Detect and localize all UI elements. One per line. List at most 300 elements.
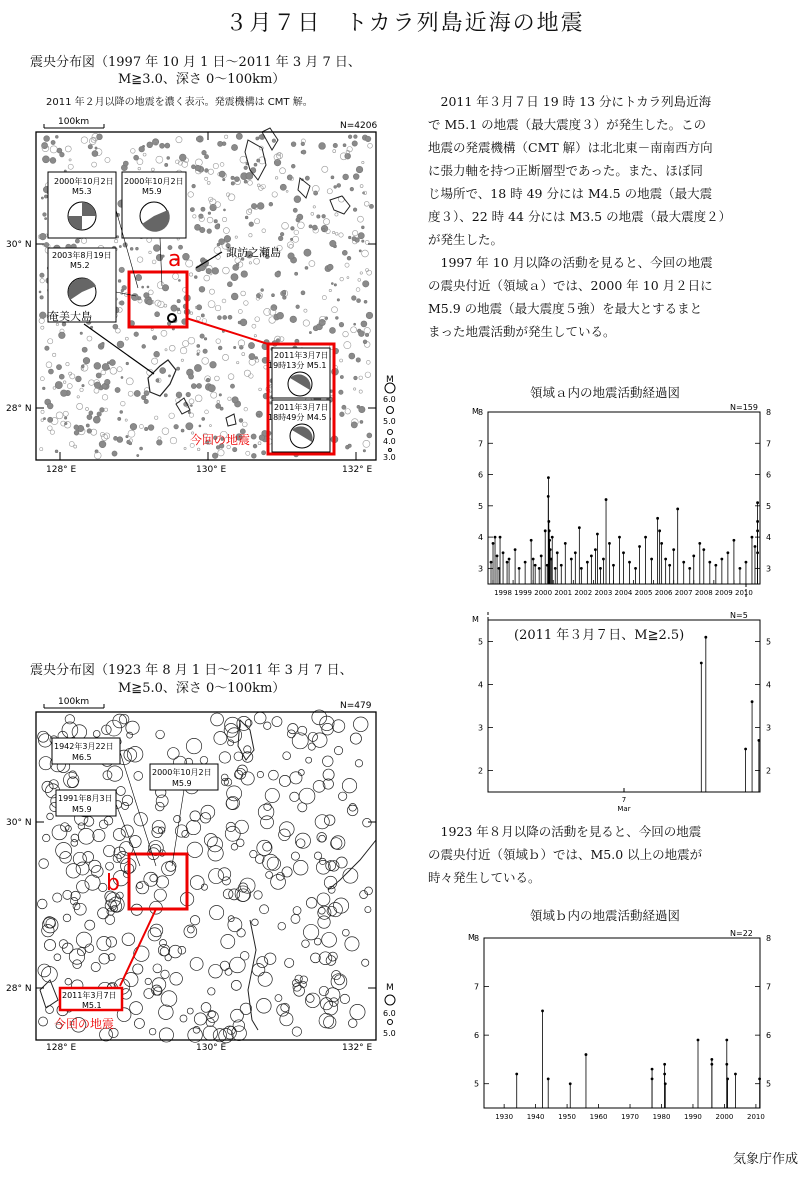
- epicenter-dot: [109, 360, 115, 366]
- epicenter-circle: [47, 813, 54, 820]
- epicenter-circle: [292, 1027, 301, 1036]
- epicenter-dot: [125, 419, 127, 421]
- label-suwanosejima: 諏訪之瀬島: [226, 246, 281, 259]
- event-point: [551, 536, 554, 539]
- epicenter-dot: [244, 370, 250, 376]
- epicenter-dot: [251, 434, 256, 439]
- epicenter-dot: [153, 245, 160, 252]
- epicenter-dot: [181, 429, 184, 432]
- event-point: [549, 548, 552, 551]
- epicenter-circle: [107, 766, 122, 781]
- epicenter-dot: [296, 305, 300, 309]
- epicenter-dot: [239, 418, 243, 422]
- epicenter-dot: [45, 218, 47, 220]
- x-tick-label: 1930: [495, 1113, 514, 1121]
- event-point: [726, 1077, 729, 1080]
- epicenter-circle: [208, 988, 215, 995]
- epicenter-dot: [55, 450, 58, 453]
- epicenter-dot: [227, 282, 232, 287]
- epicenter-circle: [306, 898, 317, 909]
- epicenter-dot: [256, 137, 259, 140]
- epicenter-dot: [189, 399, 194, 404]
- epicenter-circle: [160, 947, 169, 956]
- epicenter-dot: [48, 369, 53, 374]
- epicenter-dot: [230, 384, 234, 388]
- epicenter-circle: [269, 770, 279, 780]
- epicenter-circle: [150, 874, 157, 881]
- epicenter-circle: [250, 850, 257, 857]
- epicenter-circle: [200, 756, 208, 764]
- event-point: [548, 539, 551, 542]
- epicenter-circle: [353, 717, 368, 732]
- epicenter-circle: [328, 952, 337, 961]
- epicenter-dot: [138, 167, 141, 170]
- epicenter-circle: [265, 788, 279, 802]
- epicenter-dot: [347, 277, 349, 279]
- epicenter-dot: [162, 428, 169, 435]
- event-point: [564, 542, 567, 545]
- event-point: [663, 1073, 666, 1076]
- svg-text:2011年3月7日: 2011年3月7日: [274, 403, 329, 412]
- epicenter-dot: [126, 362, 129, 365]
- svg-text:M5.1: M5.1: [82, 1001, 102, 1010]
- y-tick-label: 7: [766, 982, 772, 992]
- y-tick-label: 7: [766, 439, 772, 449]
- epicenter-circle: [69, 949, 84, 964]
- epicenter-dot: [304, 249, 311, 256]
- epicenter-dot: [348, 444, 351, 447]
- epicenter-dot: [148, 290, 153, 295]
- epicenter-dot: [86, 424, 89, 427]
- epicenter-circle: [350, 733, 361, 744]
- epicenter-dot: [207, 181, 210, 184]
- epicenter-dot: [44, 242, 49, 247]
- x-tick-label: 2001: [554, 589, 573, 597]
- epicenter-dot: [272, 192, 277, 197]
- epicenter-dot: [50, 146, 57, 153]
- epicenter-dot: [256, 294, 260, 298]
- epicenter-dot: [254, 335, 256, 337]
- epicenter-dot: [228, 315, 232, 319]
- epicenter-circle: [63, 890, 72, 899]
- epicenter-circle: [312, 733, 327, 748]
- epicenter-dot: [176, 137, 182, 143]
- y-tick-label: 5: [766, 637, 772, 647]
- epicenter-dot: [282, 222, 289, 229]
- event-point: [664, 558, 667, 561]
- event-point: [758, 1077, 761, 1080]
- event-point: [580, 567, 583, 570]
- event-point: [664, 1082, 667, 1085]
- event-point: [547, 1077, 550, 1080]
- count-label: N=22: [730, 929, 753, 938]
- epicenter-dot: [208, 169, 213, 174]
- epicenter-dot: [184, 447, 186, 449]
- epicenter-dot: [269, 202, 273, 206]
- event-point: [720, 558, 723, 561]
- epicenter-circle: [219, 752, 230, 763]
- y-tick-label: 3: [766, 564, 772, 574]
- epicenter-circle: [260, 905, 269, 914]
- epicenter-circle: [190, 957, 203, 970]
- epicenter-dot: [197, 383, 202, 388]
- epicenter-dot: [241, 271, 248, 278]
- epicenter-dot: [236, 361, 238, 363]
- epicenter-circle: [288, 724, 298, 734]
- epicenter-circle: [130, 1002, 143, 1015]
- epicenter-dot: [155, 312, 160, 317]
- svg-text:M5.9: M5.9: [142, 187, 162, 196]
- epicenter-dot: [39, 318, 44, 323]
- epicenter-dot: [364, 300, 367, 303]
- svg-text:2000年10月2日: 2000年10月2日: [152, 768, 212, 777]
- epicenter-dot: [97, 412, 101, 416]
- x-tick-label: 1940: [526, 1113, 545, 1121]
- epicenter-dot: [167, 157, 170, 160]
- epicenter-dot: [188, 337, 195, 344]
- epicenter-circle: [236, 839, 244, 847]
- svg-text:5.0: 5.0: [383, 1029, 396, 1038]
- epicenter-dot: [75, 376, 81, 382]
- epicenter-dot: [359, 250, 361, 252]
- map2-lat30: 30° N: [6, 818, 32, 828]
- epicenter-dot: [134, 332, 139, 337]
- epicenter-circle: [186, 820, 200, 834]
- epicenter-dot: [65, 146, 71, 152]
- epicenter-dot: [50, 430, 54, 434]
- event-point: [492, 542, 495, 545]
- epicenter-dot: [309, 225, 312, 228]
- epicenter-circle: [209, 964, 223, 978]
- epicenter-dot: [95, 147, 97, 149]
- event-point: [682, 561, 685, 564]
- epicenter-dot: [223, 315, 227, 319]
- event-point: [656, 517, 659, 520]
- event-point: [578, 526, 581, 529]
- event-point: [708, 561, 711, 564]
- epicenter-dot: [305, 176, 309, 180]
- epicenter-circle: [229, 889, 240, 900]
- epicenter-circle: [156, 795, 168, 807]
- y-tick-label: 2: [766, 766, 772, 776]
- footer-credit: 気象庁作成: [732, 1152, 798, 1167]
- epicenter-circle: [237, 889, 250, 902]
- epicenter-dot: [160, 143, 165, 148]
- event-point: [506, 561, 509, 564]
- epicenter-circle: [162, 862, 176, 876]
- epicenter-dot: [331, 176, 334, 179]
- epicenter-circle: [228, 740, 234, 746]
- event-point: [734, 1073, 737, 1076]
- epicenter-circle: [169, 945, 182, 958]
- epicenter-dot: [339, 233, 343, 237]
- epicenter-circle: [72, 725, 87, 740]
- epicenter-dot: [87, 429, 92, 434]
- epicenter-circle: [156, 730, 165, 739]
- epicenter-circle: [113, 828, 125, 840]
- plot-frame: [488, 412, 760, 584]
- epicenter-dot: [333, 150, 336, 153]
- event-point: [638, 545, 641, 548]
- epicenter-circle: [211, 713, 224, 726]
- epicenter-circle: [186, 738, 201, 753]
- epicenter-dot: [351, 327, 357, 333]
- event-point: [599, 567, 602, 570]
- epicenter-dot: [74, 445, 77, 448]
- epicenter-dot: [272, 139, 276, 143]
- epicenter-dot: [149, 251, 152, 254]
- epicenter-circle: [93, 829, 105, 841]
- epicenter-dot: [89, 380, 95, 386]
- epicenter-dot: [217, 400, 220, 403]
- epicenter-circle: [187, 842, 202, 857]
- epicenter-dot: [208, 212, 211, 215]
- epicenter-dot: [348, 236, 351, 239]
- epicenter-dot: [77, 396, 79, 398]
- epicenter-dot: [253, 444, 257, 448]
- epicenter-circle: [201, 805, 215, 819]
- event-point: [745, 561, 748, 564]
- epicenter-circle: [298, 726, 307, 735]
- epicenter-circle: [319, 1013, 334, 1028]
- epicenter-dot: [363, 340, 367, 344]
- epicenter-dot: [254, 219, 259, 224]
- epicenter-circle: [64, 772, 79, 787]
- epicenter-dot: [254, 258, 260, 264]
- epicenter-map-1: [0, 0, 400, 480]
- epicenter-circle: [292, 733, 308, 749]
- svg-text:3.0: 3.0: [383, 453, 396, 462]
- epicenter-dot: [223, 228, 229, 234]
- epicenter-dot: [213, 163, 218, 168]
- epicenter-dot: [363, 450, 365, 452]
- epicenter-dot: [216, 339, 221, 344]
- epicenter-circle: [240, 951, 249, 960]
- epicenter-dot: [128, 391, 133, 396]
- y-tick-label: 8: [766, 408, 772, 417]
- epicenter-dot: [366, 312, 373, 319]
- epicenter-circle: [190, 915, 199, 924]
- epicenter-circle: [127, 746, 143, 762]
- epicenter-dot: [365, 372, 371, 378]
- epicenter-dot: [345, 409, 350, 414]
- epicenter-dot: [118, 280, 121, 283]
- epicenter-dot: [131, 149, 136, 154]
- epicenter-circle: [225, 826, 240, 841]
- epicenter-dot: [154, 351, 160, 357]
- epicenter-dot: [361, 321, 367, 327]
- event-point: [710, 1063, 713, 1066]
- epicenter-dot: [337, 184, 341, 188]
- epicenter-dot: [68, 164, 73, 169]
- event-point: [650, 558, 653, 561]
- epicenter-dot: [74, 430, 79, 435]
- event-point: [757, 739, 760, 742]
- epicenter-dot: [345, 153, 351, 159]
- epicenter-dot: [120, 411, 123, 414]
- svg-text:M: M: [386, 983, 394, 993]
- epicenter-dot: [92, 151, 98, 157]
- epicenter-circle: [144, 989, 154, 999]
- epicenter-dot: [75, 239, 79, 243]
- label-2000: [150, 764, 218, 790]
- y-tick-label: 8: [474, 934, 480, 943]
- svg-text:6.0: 6.0: [383, 1009, 396, 1018]
- epicenter-dot: [137, 257, 143, 263]
- epicenter-dot: [195, 395, 202, 402]
- epicenter-circle: [149, 1028, 156, 1035]
- epicenter-dot: [362, 240, 364, 242]
- epicenter-dot: [228, 397, 231, 400]
- epicenter-circle: [228, 918, 242, 932]
- x-tick-label: 2002: [574, 589, 593, 597]
- epicenter-dot: [335, 232, 338, 235]
- epicenter-circle: [187, 1008, 193, 1014]
- epicenter-dot: [183, 253, 190, 260]
- epicenter-dot: [286, 190, 288, 192]
- x-tick-label: 2006: [654, 589, 673, 597]
- epicenter-dot: [206, 268, 211, 273]
- epicenter-dot: [367, 433, 372, 438]
- epicenter-dot: [40, 377, 44, 381]
- epicenter-dot: [156, 156, 163, 163]
- epicenter-dot: [222, 299, 226, 303]
- epicenter-dot: [63, 411, 68, 416]
- epicenter-circle: [134, 1018, 144, 1028]
- epicenter-dot: [249, 234, 252, 237]
- epicenter-dot: [292, 236, 298, 242]
- epicenter-dot: [361, 226, 364, 229]
- x-tick-label: 1990: [684, 1113, 702, 1121]
- epicenter-circle: [204, 834, 217, 847]
- svg-text:6.0: 6.0: [383, 395, 396, 404]
- event-point: [672, 548, 675, 551]
- epicenter-dot: [172, 273, 178, 279]
- event-point: [663, 1063, 666, 1066]
- x-tick-label: Mar: [617, 805, 631, 813]
- epicenter-dot: [188, 374, 193, 379]
- epicenter-circle: [83, 851, 94, 862]
- y-axis-label: M: [468, 933, 475, 942]
- map1-caption-line1: 震央分布図（1997 年 10 月 1 日～2011 年 3 月 7 日、: [30, 55, 361, 70]
- epicenter-circle: [154, 889, 166, 901]
- epicenter-dot: [45, 346, 49, 350]
- epicenter-dot: [176, 392, 182, 398]
- epicenter-dot: [177, 367, 180, 370]
- epicenter-dot: [52, 353, 55, 356]
- epicenter-dot: [340, 359, 343, 362]
- epicenter-dot: [66, 362, 69, 365]
- epicenter-dot: [231, 144, 237, 150]
- epicenter-dot: [147, 299, 153, 305]
- epicenter-dot: [301, 291, 305, 295]
- epicenter-dot: [144, 427, 147, 430]
- epicenter-circle: [252, 919, 259, 926]
- epicenter-dot: [190, 312, 193, 315]
- event-point: [585, 1053, 588, 1056]
- epicenter-circle: [194, 1013, 206, 1025]
- plot-frame: [484, 938, 760, 1108]
- y-tick-label: 5: [766, 501, 772, 511]
- event-point: [514, 548, 517, 551]
- epicenter-dot: [42, 387, 45, 390]
- epicenter-circle: [178, 946, 186, 954]
- epicenter-dot: [101, 370, 106, 375]
- epicenter-dot: [319, 143, 326, 150]
- epicenter-circle: [77, 948, 85, 956]
- epicenter-dot: [280, 168, 286, 174]
- epicenter-dot: [39, 312, 46, 319]
- event-point: [744, 748, 747, 751]
- epicenter-dot: [261, 289, 264, 292]
- epicenter-dot: [202, 357, 209, 364]
- x-tick-label: 1970: [621, 1113, 639, 1121]
- epicenter-dot: [248, 180, 253, 185]
- epicenter-dot: [242, 353, 245, 356]
- epicenter-dot: [195, 159, 202, 166]
- epicenter-circle: [56, 842, 72, 858]
- y-tick-label: 2: [478, 766, 484, 776]
- svg-text:M5.9: M5.9: [172, 779, 192, 788]
- epicenter-dot: [350, 187, 354, 191]
- map1-lon132: 132° E: [342, 465, 373, 475]
- event-point: [547, 476, 550, 479]
- epicenter-dot: [82, 384, 84, 386]
- epicenter-circle: [161, 970, 169, 978]
- y-tick-label: 5: [766, 1079, 772, 1089]
- epicenter-dot: [196, 316, 200, 320]
- epicenter-dot: [135, 274, 141, 280]
- epicenter-dot: [80, 388, 83, 391]
- epicenter-dot: [254, 163, 257, 166]
- epicenter-circle: [44, 939, 55, 950]
- event-point: [668, 564, 671, 567]
- epicenter-dot: [81, 137, 88, 144]
- epicenter-circle: [65, 715, 74, 724]
- count-label: N=5: [730, 611, 748, 620]
- epicenter-dot: [161, 330, 167, 336]
- epicenter-dot: [358, 233, 364, 239]
- epicenter-dot: [340, 277, 344, 281]
- epicenter-dot: [342, 250, 347, 255]
- chart-b-title: 領域ｂ内の地震活動経過図: [529, 908, 680, 923]
- epicenter-circle: [349, 804, 357, 812]
- epicenter-dot: [244, 301, 249, 306]
- epicenter-dot: [204, 155, 208, 159]
- epicenter-dot: [41, 326, 44, 329]
- epicenter-circle: [342, 778, 356, 792]
- epicenter-circle: [264, 722, 271, 729]
- epicenter-dot: [180, 347, 187, 354]
- epicenter-dot: [219, 394, 221, 396]
- x-tick-label: 1950: [558, 1113, 576, 1121]
- epicenter-dot: [194, 224, 200, 230]
- epicenter-dot: [241, 291, 246, 296]
- event-point: [608, 542, 611, 545]
- epicenter-dot: [309, 331, 311, 333]
- epicenter-dot: [190, 404, 192, 406]
- epicenter-dot: [242, 422, 247, 427]
- epicenter-dot: [333, 143, 337, 147]
- mechanism-now-1849: [268, 400, 330, 452]
- y-tick-label: 6: [474, 1031, 480, 1041]
- event-point: [702, 548, 705, 551]
- epicenter-dot: [193, 215, 196, 218]
- epicenter-dot: [214, 220, 217, 223]
- epicenter-dot: [39, 291, 41, 293]
- epicenter-dot: [155, 416, 158, 419]
- epicenter-dot: [160, 368, 166, 374]
